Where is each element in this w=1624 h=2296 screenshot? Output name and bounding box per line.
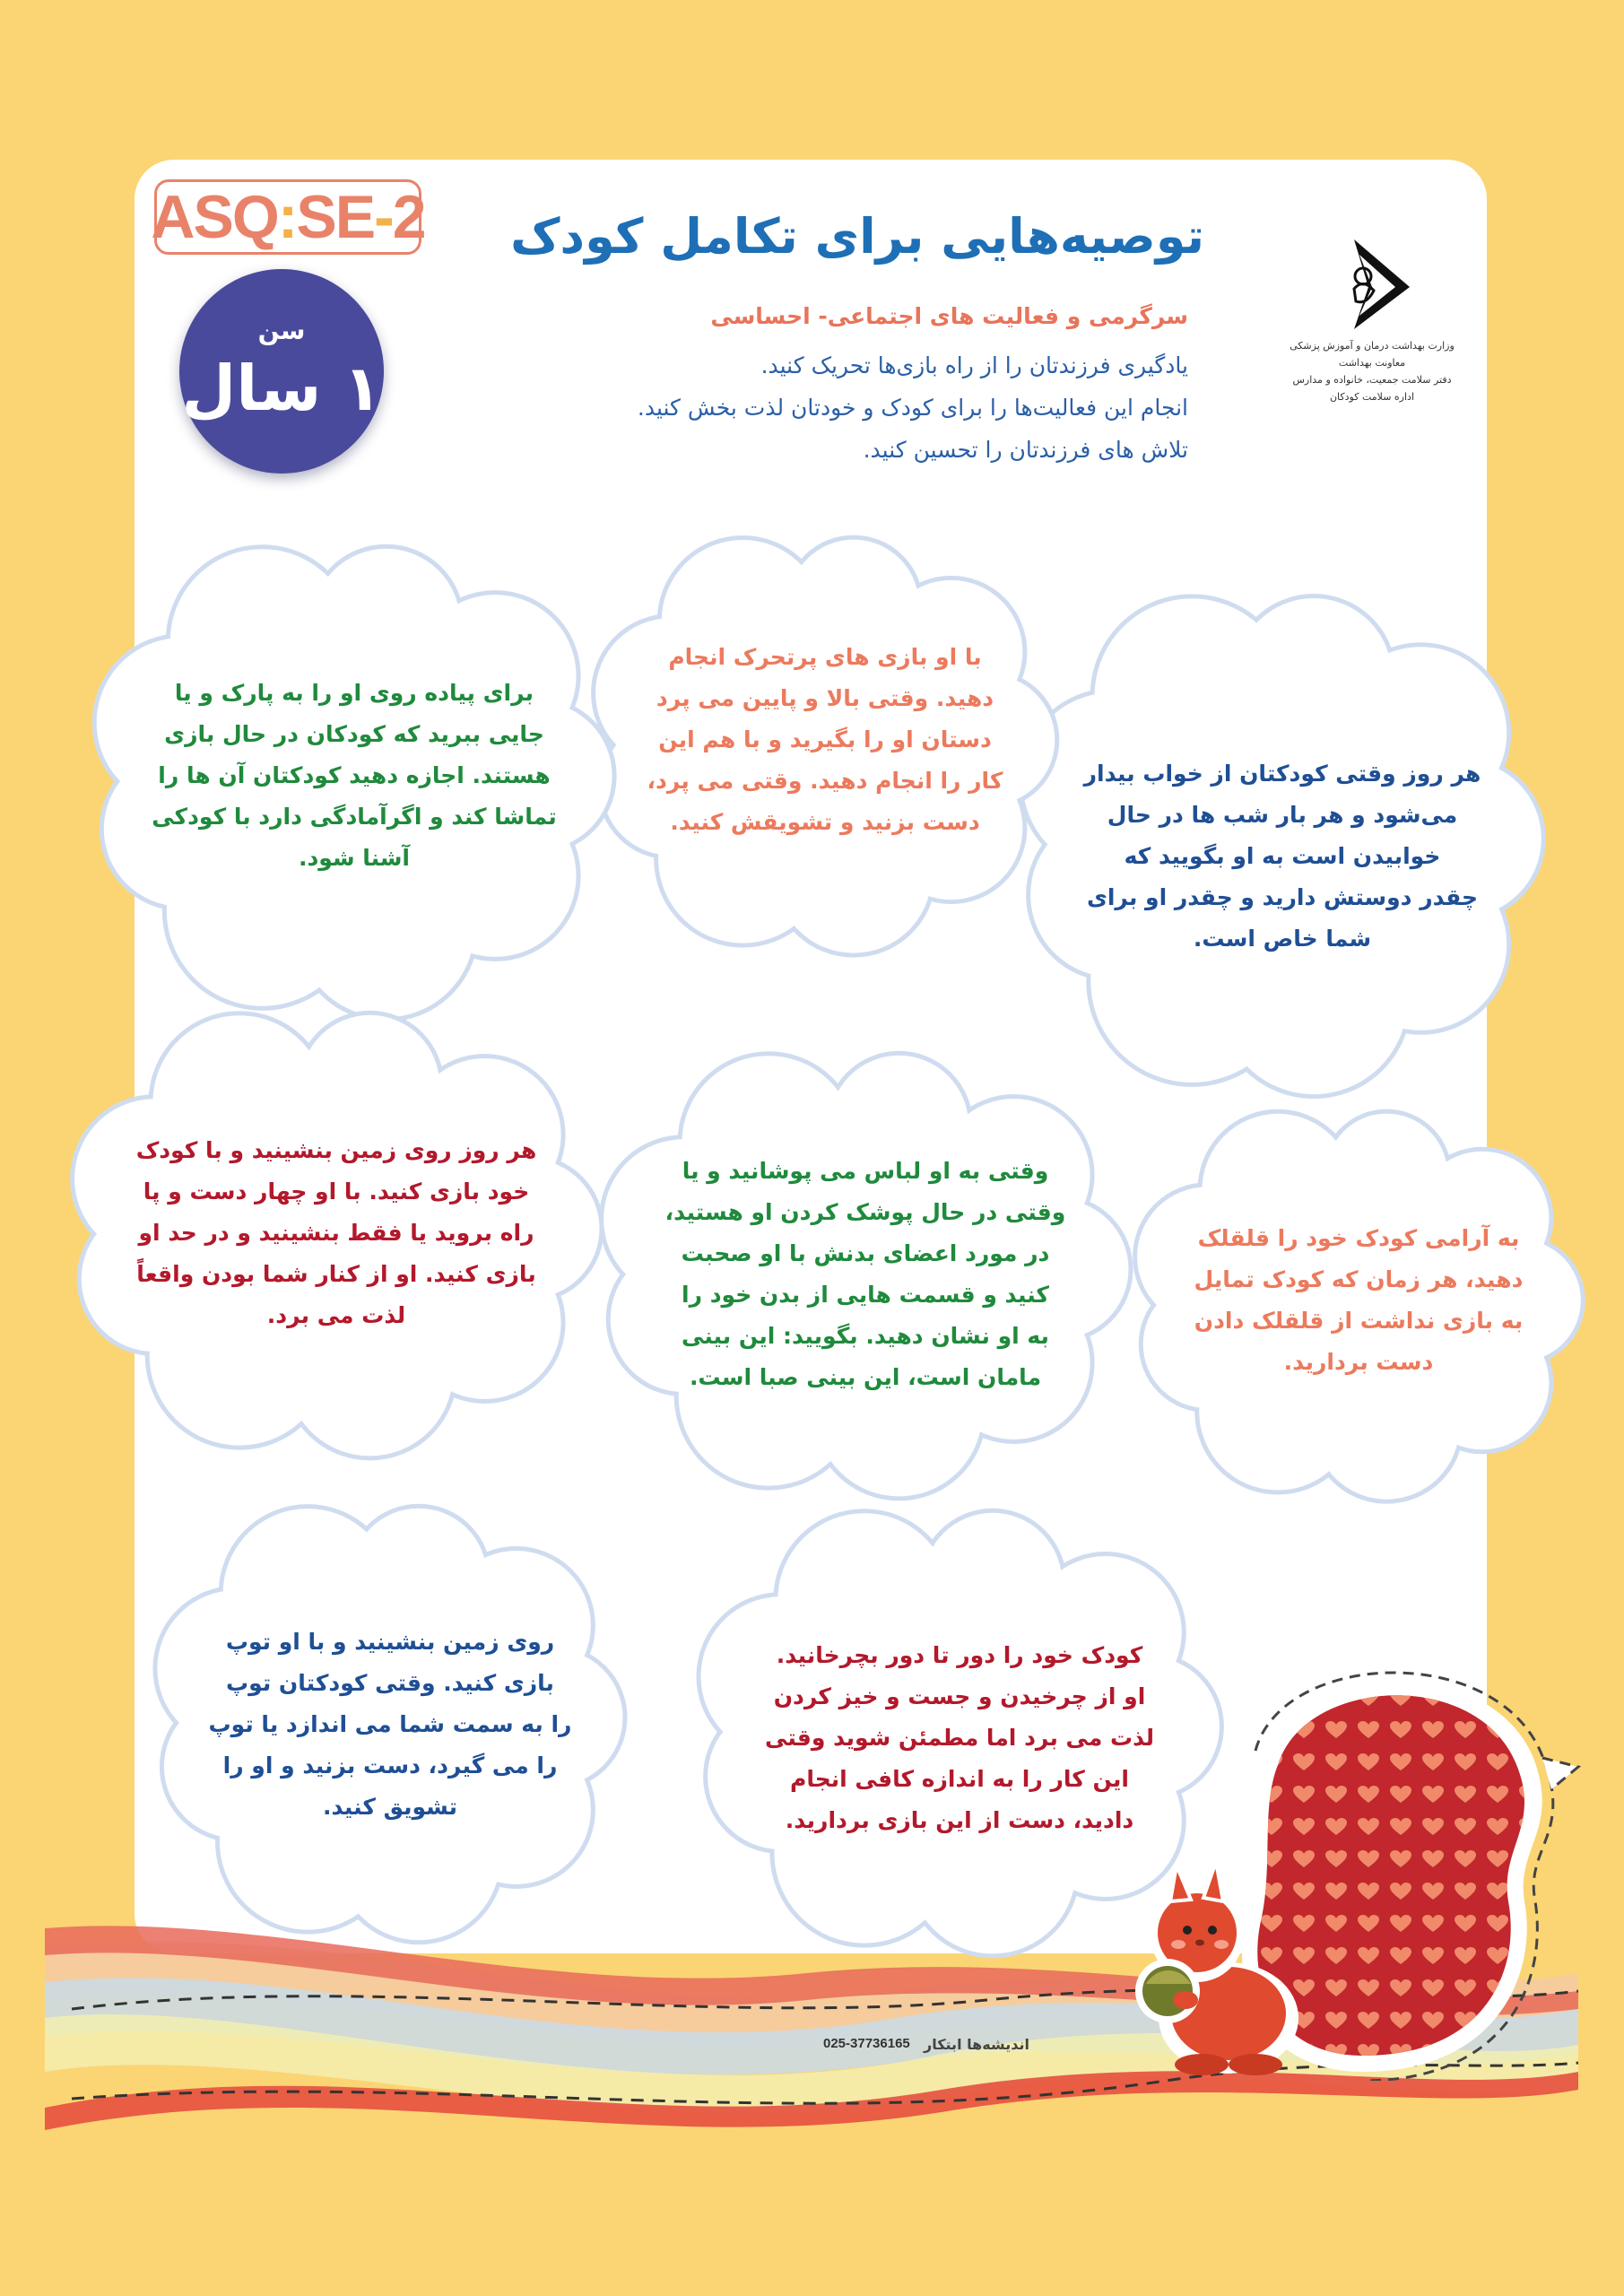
ministry-emblem-icon (1327, 235, 1417, 334)
tip-cloud-2 (596, 538, 1054, 942)
phone-number: 025-37736165 (823, 2036, 910, 2051)
asq-se2-logo: ASQ : SE - 2 (154, 179, 421, 255)
intro-line: تلاش های فرزندتان را تحسین کنید. (863, 437, 1188, 463)
tip-text: وقتی به او لباس می پوشانید و یا وقتی در حال پوشک کردن او هستید، در مورد اعضای بدنش با او صحبت کنید و قسمت هایی از بدن خود را به او نشان دهید. بگویید: این بینی مامان است، این بینی صبا است. (664, 1158, 1066, 1390)
tip-cloud-3 (99, 547, 610, 1004)
tip-text: کودک خود را دور تا دور بچرخانید. او از چرخیدن و جست و خیز کردن لذت می برد اما مطمئن شوید وقتی این کار را به اندازه کافی انجام دادید، دست از این بازی بردارید. (765, 1642, 1154, 1833)
page-subtitle: سرگرمی و فعالیت های اجتماعی- احساسی (710, 303, 1188, 329)
tip-cloud-1 (1031, 596, 1533, 1081)
tip-text: روی زمین بنشینید و با او توپ بازی کنید. وقتی کودکتان توپ را به سمت شما می اندازد یا توپ را می گیرد، دست بزنید و او را تشویق کنید. (208, 1629, 572, 1820)
age-label: سن (257, 316, 306, 345)
age-badge (179, 269, 384, 474)
tip-text: به آرامی کودک خود را قلقلک دهید، هر زمان که کودک تمایل به بازی نداشت از قلقلک دادن دست بردارید. (1194, 1225, 1524, 1375)
tip-text: برای پیاده روی او را به پارک و یا جایی ببرید که کودکان در حال بازی هستند. اجازه دهید کودکتان آن ها را تماشا کند و اگرآمادگی دارد با کودکی آشنا شود. (152, 680, 557, 871)
tip-cloud-8 (161, 1507, 619, 1928)
intro-line: انجام این فعالیت‌ها را برای کودک و خودتان لذت بخش کنید. (637, 395, 1188, 421)
intro-line: یادگیری فرزندتان را از راه بازی‌ها تحریک کنید. (760, 352, 1188, 378)
age-value: ۱ سال (181, 352, 382, 425)
tip-cloud-5 (596, 1054, 1134, 1484)
tip-cloud-6 (67, 1013, 605, 1444)
tip-text: هر روز روی زمین بنشینید و با کودک خود بازی کنید. با او چهار دست و پا راه بروید یا فقط بنشینید و در حد او بازی کنید. او از کنار شما بودن واقعاً لذت می برد. (135, 1137, 537, 1328)
page-title: توصیه‌هایی برای تکامل کودک (510, 208, 1204, 265)
tip-text: هر روز وقتی کودکتان از خواب بیدار می‌شود و هر بار شب ها در حال خوابیدن است به او بگویید که چقدر دوستش دارید و چقدر او برای شما خاص است. (1083, 761, 1481, 952)
tip-text: با او بازی های پرتحرک انجام دهید. وقتی بالا و پایین می پرد دستان او را بگیرید و با هم این کار را انجام دهید. وقتی می پرد، دست بزنید و تشویقش کنید. (647, 644, 1003, 835)
ministry-logo: وزارت بهداشت درمان و آموزش پزشکی معاونت بهداشت دفتر سلامت جمعیت، خانواده و مدارس اداره سلامت کودکان (1273, 235, 1471, 405)
tip-cloud-4 (1134, 1112, 1583, 1489)
publisher-brand: اندیشه‌ها ابتکار (924, 2036, 1029, 2053)
intro-text (638, 344, 1188, 471)
squirrel-illustration (1094, 1650, 1596, 2081)
